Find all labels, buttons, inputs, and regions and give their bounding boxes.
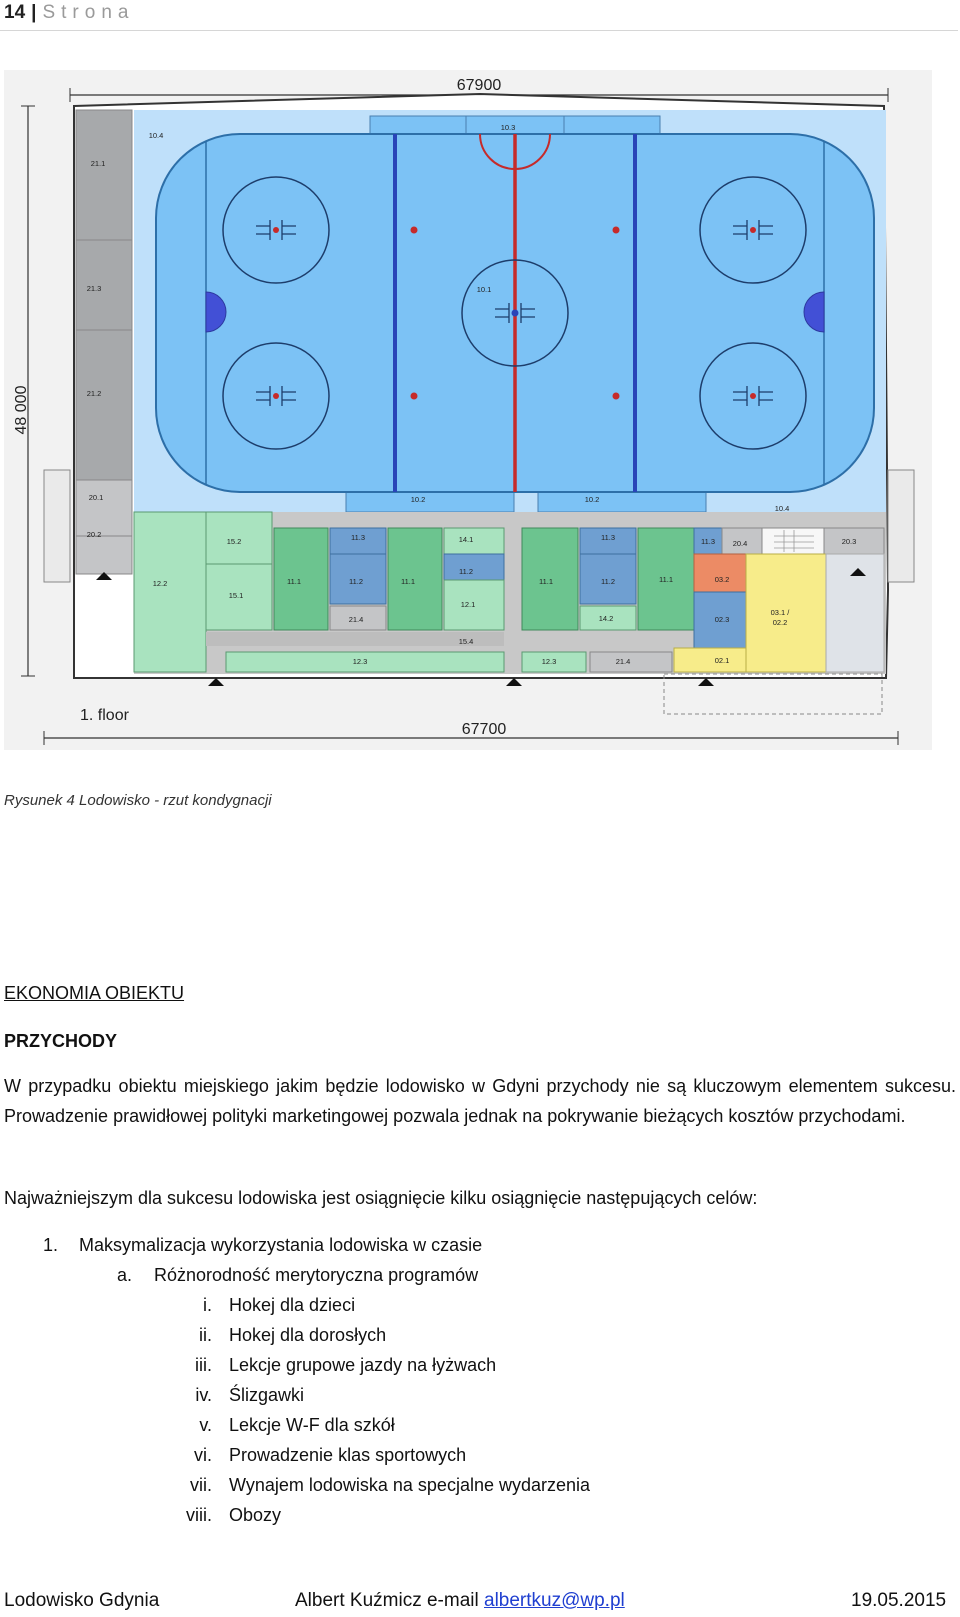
dim-bottom-label: 67700 xyxy=(461,721,507,738)
room-label: 10.2 xyxy=(584,495,600,504)
side-stair-left xyxy=(44,470,70,582)
bench-bottom-left xyxy=(346,492,514,512)
room-02-1 xyxy=(674,648,746,672)
room-label: 12.3 xyxy=(541,657,557,666)
room-label: 11.2 xyxy=(600,577,616,586)
room-label: 12.1 xyxy=(460,600,476,609)
header-divider xyxy=(0,30,958,31)
room-label: 11.2 xyxy=(458,567,474,576)
room-label: 02.2 xyxy=(772,618,788,627)
room-label: 10.4 xyxy=(774,504,790,513)
room-03-2 xyxy=(694,554,746,592)
room-label: 11.1 xyxy=(538,577,554,586)
bench-bottom-right xyxy=(538,492,706,512)
list-marker: i. xyxy=(203,1295,212,1315)
stairs xyxy=(762,528,824,554)
room-label: 10.2 xyxy=(410,495,426,504)
room-label: 11.1 xyxy=(400,577,416,586)
subsection-title: PRZYCHODY xyxy=(4,1031,118,1051)
page-number: 14 xyxy=(4,2,26,23)
room-label: 21.4 xyxy=(615,657,631,666)
footer-email-link[interactable]: albertkuz@wp.pl xyxy=(484,1590,625,1611)
room-label: 12.3 xyxy=(352,657,368,666)
room-21-3 xyxy=(76,240,132,330)
list-item-text: Wynajem lodowiska na specjalne wydarzenia xyxy=(229,1475,591,1495)
room-label: 10.1 xyxy=(476,285,492,294)
faceoff-dot xyxy=(613,227,620,234)
floor-label: 1. floor xyxy=(80,707,129,724)
room-label: 10.4 xyxy=(148,131,164,140)
list-marker: viii. xyxy=(186,1505,212,1525)
room-label: 11.3 xyxy=(600,533,616,542)
list-item-text: Obozy xyxy=(229,1505,282,1525)
header-separator: | xyxy=(31,2,37,23)
room-20-1 xyxy=(76,480,132,536)
list-marker: vi. xyxy=(194,1445,212,1465)
room-label: 11.3 xyxy=(700,537,716,546)
list-item-text: Lekcje W-F dla szkół xyxy=(229,1415,395,1435)
room-label: 21.2 xyxy=(86,389,102,398)
page-header xyxy=(4,2,134,24)
room-21-4b xyxy=(590,652,672,672)
list-item-text: Maksymalizacja wykorzystania lodowiska w czasie xyxy=(79,1235,483,1255)
footer-date: 19.05.2015 xyxy=(851,1590,947,1611)
room-label: 12.2 xyxy=(152,579,168,588)
room-label: 20.2 xyxy=(86,530,102,539)
dim-left-label: 48 000 xyxy=(13,385,30,435)
paragraph: W przypadku obiektu miejskiego jakim będzie lodowisko w Gdyni przychody nie są kluczowym elementem sukcesu. Prowadzenie prawidłowej polityki marketingowej pozwala jednak na pokrywanie bieżących kosztów przychodami. xyxy=(4,1076,956,1126)
footer-title: Lodowisko Gdynia xyxy=(4,1590,160,1611)
room-label: 03.1 / xyxy=(770,608,790,617)
list-marker: v. xyxy=(199,1415,212,1435)
dim-top-label: 67900 xyxy=(456,77,502,94)
list-item-text: Prowadzenie klas sportowych xyxy=(229,1445,467,1465)
room-label: 02.1 xyxy=(714,656,730,665)
room-label: 15.4 xyxy=(458,637,474,646)
room-label: 20.1 xyxy=(88,493,104,502)
list-marker: a. xyxy=(116,1265,132,1285)
faceoff-dot xyxy=(411,227,418,234)
room-label: 03.2 xyxy=(714,575,730,584)
room-label: 15.2 xyxy=(226,537,242,546)
footer-author xyxy=(295,1590,625,1612)
list-item-text: Hokej dla dorosłych xyxy=(229,1325,387,1345)
room-14-1 xyxy=(444,528,504,554)
room-label: 14.1 xyxy=(458,535,474,544)
room-label: 20.3 xyxy=(841,537,857,546)
room-label: 21.1 xyxy=(90,159,106,168)
room-label: 15.1 xyxy=(228,591,244,600)
figure-caption: Rysunek 4 Lodowisko - rzut kondygnacji xyxy=(4,792,272,809)
room-11-2b xyxy=(444,554,504,580)
list-item-text: Różnorodność merytoryczna programów xyxy=(154,1265,479,1285)
paragraph: Najważniejszym dla sukcesu lodowiska jest osiągnięcie kilku osiągnięcie następujących celów: xyxy=(4,1188,758,1208)
faceoff-dot xyxy=(613,393,620,400)
list-marker: 1. xyxy=(42,1235,58,1255)
list-marker: iii. xyxy=(195,1355,212,1375)
list-marker: vii. xyxy=(190,1475,212,1495)
page-label: Strona xyxy=(42,2,135,23)
faceoff-dot xyxy=(411,393,418,400)
list-item-text: Ślizgawki xyxy=(229,1385,305,1405)
room-label: 11.2 xyxy=(348,577,364,586)
list-item-text: Hokej dla dzieci xyxy=(229,1295,356,1315)
room-label: 10.3 xyxy=(500,123,516,132)
list-marker: iv. xyxy=(195,1385,212,1405)
floor-plan-figure xyxy=(4,70,932,750)
room-12-2 xyxy=(134,512,206,672)
room-label: 11.1 xyxy=(658,575,674,584)
side-stair-right xyxy=(888,470,914,582)
room-label: 02.3 xyxy=(714,615,730,624)
list-item-text: Lekcje grupowe jazdy na łyżwach xyxy=(229,1355,497,1375)
list-marker: ii. xyxy=(199,1325,212,1345)
room-20-2 xyxy=(76,536,132,574)
room-21-2 xyxy=(76,330,132,480)
footer-author-text: Albert Kuźmicz e-mail xyxy=(295,1590,479,1611)
room-21-1 xyxy=(76,110,132,240)
room-label: 11.1 xyxy=(286,577,302,586)
room-label: 21.3 xyxy=(86,284,102,293)
room-label: 14.2 xyxy=(598,614,614,623)
room-label: 20.4 xyxy=(732,539,748,548)
room-label: 21.4 xyxy=(348,615,364,624)
section-title: EKONOMIA OBIEKTU xyxy=(4,983,185,1003)
room-label: 11.3 xyxy=(350,533,366,542)
